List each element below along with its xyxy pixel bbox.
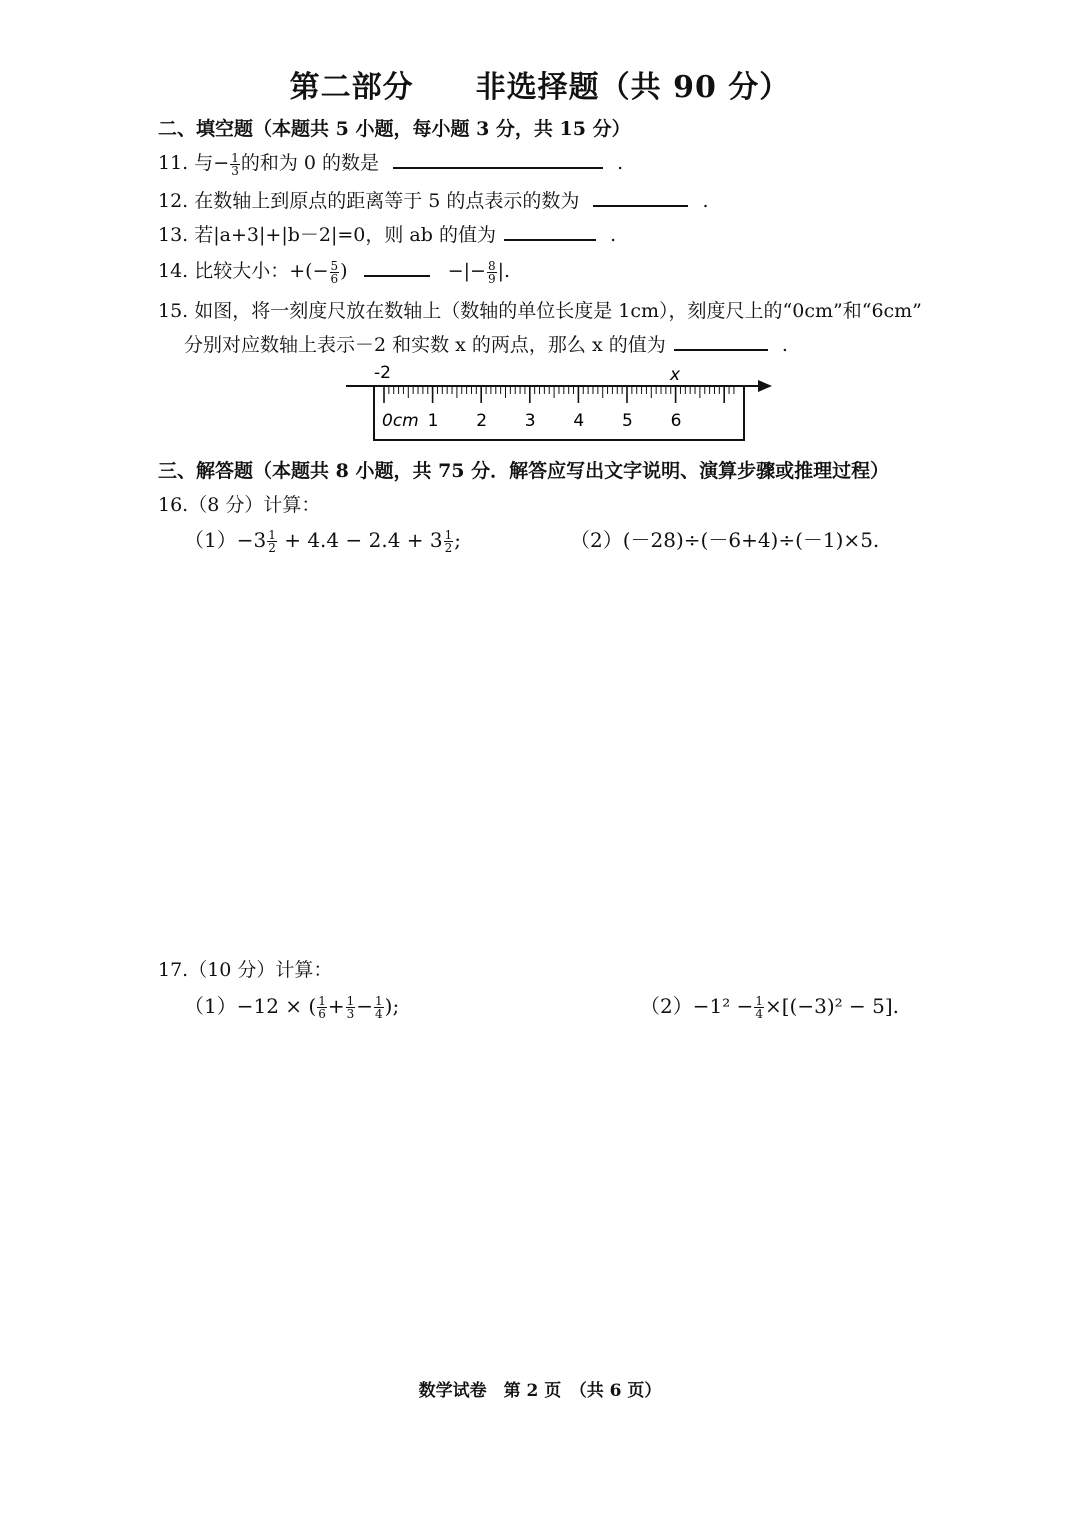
question-15-line-2 <box>184 330 788 357</box>
q11-fraction <box>230 152 240 177</box>
q17-fraction-1 <box>317 995 327 1020</box>
q14-f1-num: 5 <box>330 258 339 273</box>
number-line-arrow-icon <box>758 380 772 392</box>
q14-mid: ) <box>340 260 348 282</box>
q17-minus: − <box>356 994 374 1018</box>
section-solve-heading: 三、解答题（本题共 8 小题，共 75 分．解答应写出文字说明、演算步骤或推理过程） <box>158 460 890 482</box>
question-11 <box>158 148 623 177</box>
q17-part-1 <box>184 990 399 1020</box>
q17-f1-den: 6 <box>318 1007 326 1021</box>
q13-number: 13. <box>158 224 189 246</box>
ruler-label: 6 <box>670 411 682 431</box>
q16-p1-fraction-1 <box>267 529 277 554</box>
q17-fraction-2 <box>346 995 356 1020</box>
q17-f2-num: 1 <box>346 994 355 1008</box>
q16-heading: 16.（8 分）计算： <box>158 494 321 516</box>
q11-frac-num: 1 <box>231 150 239 165</box>
q17-f3-den: 4 <box>375 1007 383 1021</box>
q17-plus: + <box>327 994 345 1018</box>
q15-end: . <box>781 334 788 356</box>
q17-fraction-3 <box>374 995 384 1020</box>
q17-f4-num: 1 <box>755 994 763 1008</box>
question-12 <box>158 186 709 213</box>
question-15-line-1 <box>158 296 922 323</box>
q16-p1-b: + 4.4 − 2.4 + 3 <box>284 528 443 552</box>
q12-end: . <box>702 190 709 212</box>
q14-f2-den: 9 <box>487 271 496 286</box>
page-title: 第二部分 非选择题（共 90 分） <box>289 70 791 105</box>
q12-number: 12. <box>158 190 189 212</box>
q16-p1-f1-num: 1 <box>268 528 276 542</box>
q17-p1-a: （1）−12 × ( <box>184 994 317 1018</box>
q16-p1-f2-den: 2 <box>444 541 453 555</box>
q17-p2-b: ×[(−3)² − 5]. <box>764 994 900 1018</box>
q11-number: 11. <box>158 152 189 174</box>
q14-pre: 比较大小：+(− <box>194 260 329 282</box>
q14-f1-den: 6 <box>330 271 339 286</box>
q14-rel: −|− <box>447 260 486 282</box>
ruler-label: 4 <box>573 411 585 431</box>
page-footer: 数学试卷 第 2 页 （共 6 页） <box>418 1381 662 1401</box>
question-14 <box>158 256 510 285</box>
q15-answer-blank[interactable] <box>674 331 768 351</box>
ruler-label: 2 <box>476 411 488 431</box>
q16-part-2: （2）(－28)÷(－6+4)÷(－1)×5. <box>570 528 880 552</box>
q14-fraction-1 <box>330 260 340 285</box>
number-line-label-left: -2 <box>374 363 391 383</box>
q11-answer-blank[interactable] <box>393 149 603 169</box>
q11-pre: 与− <box>194 152 230 174</box>
q17-heading: 17.（10 分）计算： <box>158 959 333 981</box>
q14-number: 14. <box>158 260 189 282</box>
ruler-label: 3 <box>524 411 536 431</box>
q15-line2: 分别对应数轴上表示－2 和实数 x 的两点，那么 x 的值为 <box>184 334 666 356</box>
q15-number: 15. <box>158 300 189 322</box>
q17-part-2 <box>640 990 899 1020</box>
ruler-number-line-figure <box>340 358 780 446</box>
q17-fraction-4 <box>754 995 764 1020</box>
q11-end: . <box>617 152 624 174</box>
q17-f3-num: 1 <box>375 994 383 1008</box>
ruler-label: 1 <box>427 411 439 431</box>
ruler-labels <box>382 411 681 431</box>
q17-f1-num: 1 <box>318 994 326 1008</box>
q11-frac-den: 3 <box>231 163 239 178</box>
q16-p1-f1-den: 2 <box>268 541 276 555</box>
ruler-label: 5 <box>622 411 633 431</box>
q16-p1-end: ; <box>454 528 462 552</box>
q13-answer-blank[interactable] <box>504 221 596 241</box>
ruler-label: 0cm <box>382 411 419 431</box>
q13-text: 若|a+3|+|b－2|=0，则 ab 的值为 <box>194 224 496 246</box>
q12-answer-blank[interactable] <box>593 187 688 207</box>
q13-end: . <box>610 224 617 246</box>
q16-p1-fraction-2 <box>444 529 454 554</box>
q17-p2-a: （2）−1² − <box>640 994 754 1018</box>
q14-answer-blank[interactable] <box>364 257 430 277</box>
q11-post: 的和为 0 的数是 <box>240 152 379 174</box>
ruler-ticks <box>384 387 734 403</box>
section-fill-in-heading: 二、填空题（本题共 5 小题，每小题 3 分，共 15 分） <box>158 118 631 140</box>
q15-line1: 如图，将一刻度尺放在数轴上（数轴的单位长度是 1cm），刻度尺上的“0cm”和“6cm” <box>194 300 922 322</box>
q14-end: |. <box>497 260 511 282</box>
q14-f2-num: 8 <box>487 258 496 273</box>
q14-fraction-2 <box>487 260 497 285</box>
q17-f4-den: 4 <box>755 1007 763 1021</box>
q12-text: 在数轴上到原点的距离等于 5 的点表示的数为 <box>194 190 580 212</box>
number-line-label-right: x <box>670 365 681 385</box>
q16-part-1 <box>184 524 461 554</box>
q17-f2-den: 3 <box>346 1007 355 1021</box>
q16-p1-f2-num: 1 <box>444 528 453 542</box>
q16-p1-a: （1）−3 <box>184 528 267 552</box>
question-13 <box>158 220 616 247</box>
q17-p1-end: ); <box>384 994 400 1018</box>
